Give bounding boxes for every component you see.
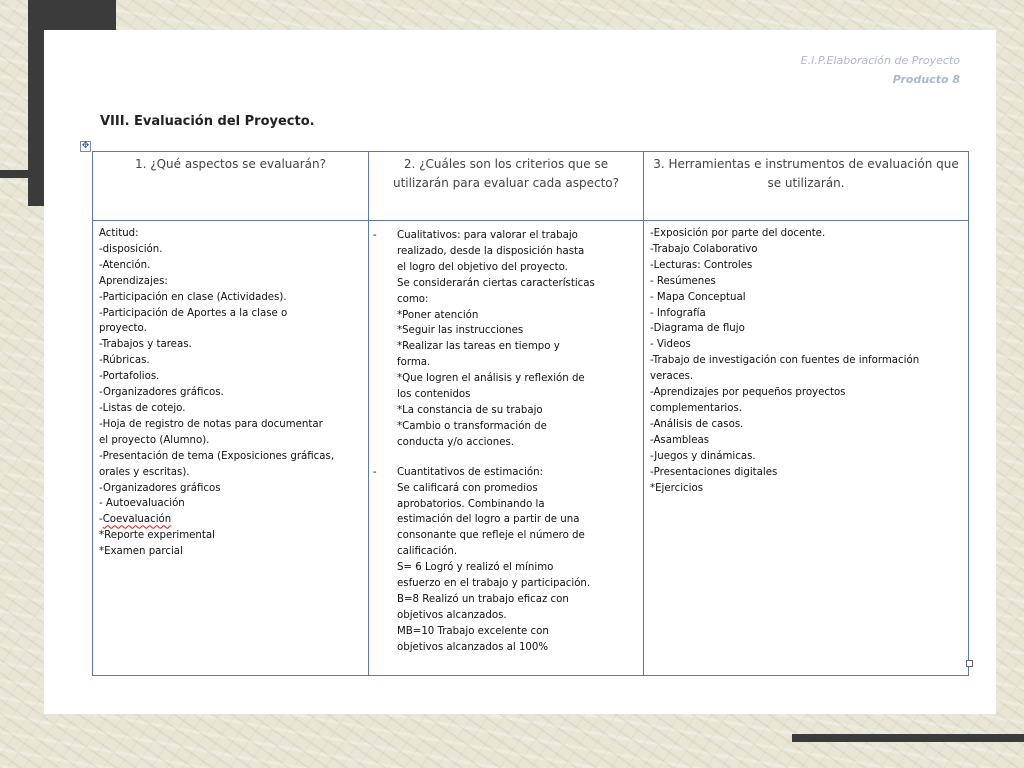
criteria-line: aprobatorios. Combinando la (397, 498, 545, 510)
aspect-line: -Presentación de tema (Exposiciones gráficas, (99, 450, 335, 462)
criteria-line: Se considerarán ciertas características (397, 277, 595, 289)
criteria-line: calificación. (397, 546, 458, 558)
cell-criteria[interactable] (369, 221, 644, 676)
aspect-line: -Participación en clase (Actividades). (99, 291, 287, 303)
criteria-line: *Poner atención (397, 309, 479, 321)
criteria-line: S= 6 Logró y realizó el mínimo (397, 562, 554, 574)
aspect-line: -Trabajos y tareas. (99, 339, 192, 351)
table-resize-handle-icon[interactable] (966, 660, 973, 667)
table-row (93, 221, 969, 676)
tool-line: -Asambleas (650, 434, 710, 446)
criteria-line: forma. (397, 357, 431, 369)
criteria-line: consonante que refleje el número de (397, 530, 585, 542)
header-line-2: Producto 8 (892, 73, 960, 86)
tool-line: -Trabajo de investigación con fuentes de información (650, 355, 920, 367)
aspect-line: -Rúbricas. (99, 355, 150, 367)
aspect-line: *Reporte experimental (99, 530, 215, 542)
table-header-row (93, 152, 969, 221)
cell-tools[interactable] (644, 221, 969, 676)
criteria-line: estimación del logro a partir de una (397, 514, 580, 526)
tools-list (650, 226, 962, 496)
decorative-block-top-left (28, 0, 116, 30)
tool-line: - Resúmenes (650, 275, 716, 287)
tool-line: - Videos (650, 339, 691, 351)
criteria-line: el logro del objetivo del proyecto. (397, 261, 568, 273)
header-line-1: E.I.P.Elaboración de Proyecto (800, 54, 960, 67)
tool-line: -Trabajo Colaborativo (650, 243, 758, 255)
criteria-line: MB=10 Trabajo excelente con (397, 625, 549, 637)
criteria-list (375, 228, 637, 656)
misspelled-word: Coevaluación (102, 514, 172, 526)
criteria-line: *Realizar las tareas en tiempo y (397, 341, 560, 353)
tool-line: - Infografía (650, 307, 706, 319)
aspect-line: -Coevaluación (99, 514, 172, 526)
criteria-line: *Que logren el análisis y reflexión de (397, 373, 585, 385)
cell-aspects[interactable] (93, 221, 369, 676)
aspects-list (99, 226, 362, 560)
header-cell-criteria[interactable]: 2. ¿Cuáles son los criterios que se utilizarán para evaluar cada aspecto? (369, 152, 644, 221)
tool-line: -Análisis de casos. (650, 418, 744, 430)
aspect-line: -Organizadores gráficos. (99, 387, 224, 399)
criteria-line: esfuerzo en el trabajo y participación. (397, 578, 591, 590)
aspect-line: Actitud: (99, 228, 139, 239)
tool-line: - Mapa Conceptual (650, 291, 746, 303)
aspect-line: -Hoja de registro de notas para documentar (99, 418, 323, 430)
decorative-stub-left (0, 170, 28, 178)
tool-line: -Aprendizajes por pequeños proyectos (650, 387, 846, 399)
aspect-line: Aprendizajes: (99, 275, 168, 287)
criteria-line: realizado, desde la disposición hasta (397, 245, 585, 257)
decorative-bar-bottom-right (792, 734, 1024, 742)
tool-line: *Ejercicios (650, 482, 703, 494)
decorative-bar-left (28, 30, 44, 206)
aspect-line: - Autoevaluación (99, 498, 185, 510)
criteria-item (375, 228, 637, 451)
criteria-item (375, 465, 637, 656)
criteria-line: *La constancia de su trabajo (397, 404, 543, 416)
aspect-line: el proyecto (Alumno). (99, 434, 210, 446)
aspect-line: -disposición. (99, 243, 163, 255)
section-title: VIII. Evaluación del Proyecto. (100, 114, 315, 129)
tool-line: -Lecturas: Controles (650, 259, 753, 271)
tool-line: -Presentaciones digitales (650, 466, 778, 478)
aspect-line: proyecto. (99, 323, 147, 335)
criteria-line: Cuantitativos de estimación: (397, 466, 544, 478)
bullet-dash: - (373, 466, 377, 478)
tool-line: veraces. (650, 371, 694, 383)
header-cell-tools[interactable]: 3. Herramientas e instrumentos de evaluación que se utilizarán. (644, 152, 969, 221)
criteria-line: B=8 Realizó un trabajo eficaz con (397, 593, 569, 605)
tool-line: -Juegos y dinámicas. (650, 450, 756, 462)
bullet-dash: - (373, 230, 377, 241)
header-cell-aspects[interactable]: 1. ¿Qué aspectos se evaluarán? (93, 152, 369, 221)
tool-line: -Exposición por parte del docente. (650, 228, 826, 239)
evaluation-table (92, 151, 969, 676)
criteria-line: Cualitativos: para valorar el trabajo (397, 230, 578, 241)
aspect-line: -Portafolios. (99, 371, 160, 383)
criteria-line: objetivos alcanzados al 100% (397, 641, 549, 653)
criteria-line: los contenidos (397, 389, 471, 401)
table-move-handle-icon[interactable]: ✥ (81, 141, 90, 151)
aspect-line: *Examen parcial (99, 546, 183, 558)
aspect-line: -Listas de cotejo. (99, 402, 186, 414)
criteria-line: *Cambio o transformación de (397, 420, 547, 432)
criteria-line: conducta y/o acciones. (397, 436, 515, 448)
tool-line: complementarios. (650, 402, 743, 414)
aspect-line: -Organizadores gráficos (99, 482, 221, 494)
criteria-line: Se calificará con promedios (397, 482, 538, 494)
criteria-line: como: (397, 293, 429, 305)
aspect-line: -Atención. (99, 259, 151, 271)
criteria-line: objetivos alcanzados. (397, 609, 507, 621)
tool-line: -Diagrama de flujo (650, 323, 745, 335)
aspect-line: -Participación de Aportes a la clase o (99, 307, 288, 319)
slide-page (44, 30, 996, 714)
aspect-line: orales y escritas). (99, 466, 190, 478)
criteria-line: *Seguir las instrucciones (397, 325, 524, 337)
